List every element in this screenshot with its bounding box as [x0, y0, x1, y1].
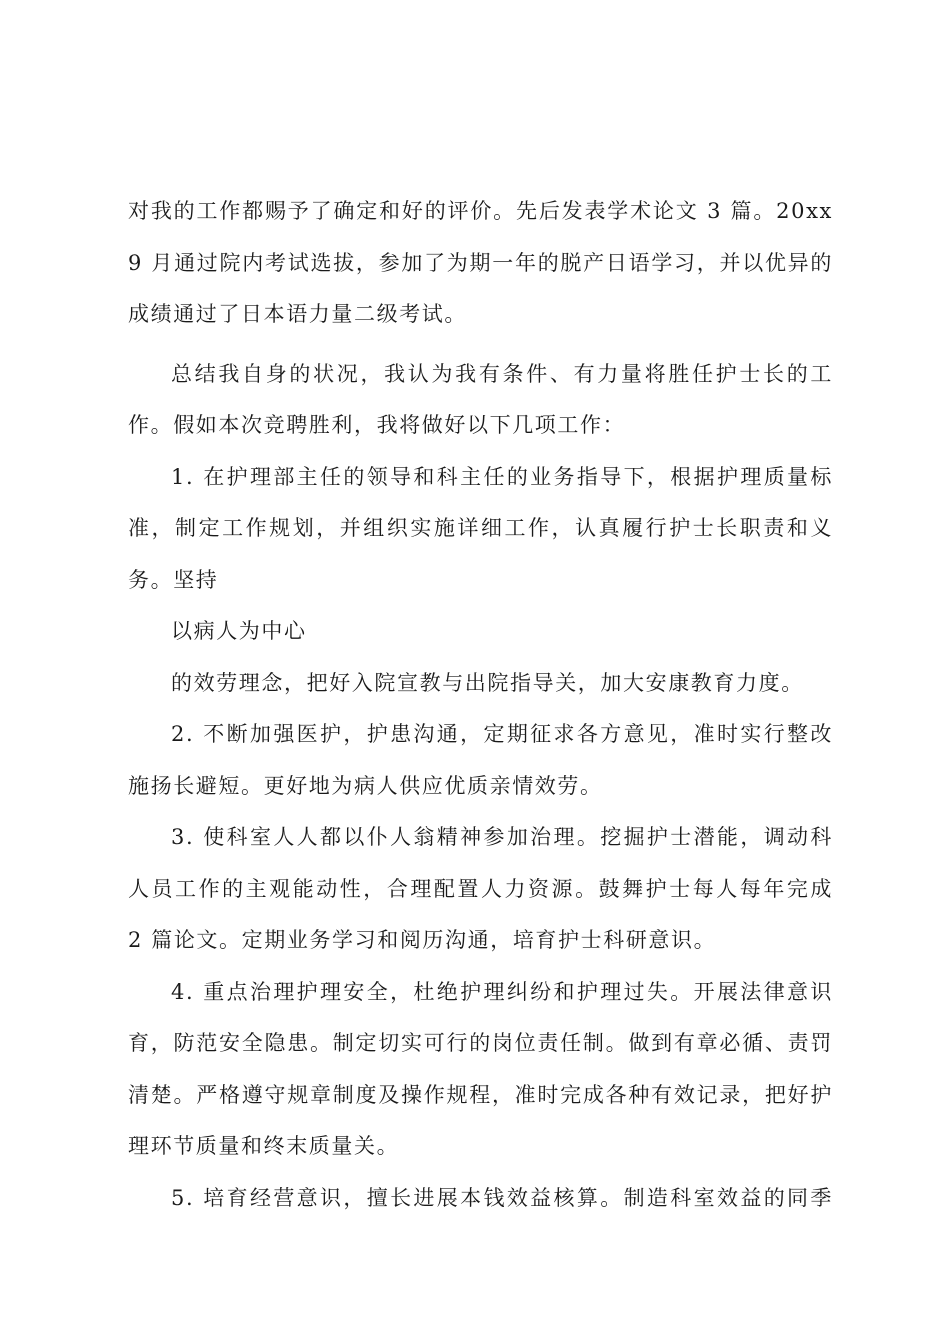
paragraph-continuation	[128, 186, 833, 341]
text-line: 的效劳理念，把好入院宣教与出院指导关，加大安康教育力度。	[171, 670, 804, 695]
list-item	[128, 452, 833, 607]
text-line: 5. 培育经营意识，擅长进展本钱效益核算。制造科室效益的同季	[171, 1185, 833, 1210]
text-line: 务。坚持	[128, 567, 219, 592]
text-line: 4. 重点治理护理安全，杜绝护理纠纷和护理过失。开展法律意识	[171, 979, 833, 1004]
text-line: 作。假如本次竞聘胜利，我将做好以下几项工作：	[128, 413, 626, 437]
list-item	[128, 709, 833, 812]
paragraph-fragment	[128, 658, 833, 710]
list-item	[128, 812, 833, 967]
text-line: 理环节质量和终末质量关。	[128, 1134, 400, 1158]
text-line: 2. 不断加强医护，护患沟通，定期征求各方意见，准时实行整改	[171, 722, 833, 746]
text-line: 1. 在护理部主任的领导和科主任的业务指导下，根据护理质量标	[171, 464, 833, 489]
text-line: 总结我自身的状况，我认为我有条件、有力量将胜任护士长的工	[171, 361, 833, 386]
text-line: 对我的工作都赐予了确定和好的评价。先后发表学术论文 3 篇。20xx	[128, 199, 833, 223]
paragraph-summary	[128, 349, 833, 452]
text-line: 清楚。严格遵守规章制度及操作规程，准时完成各种有效记录，把好护	[128, 1082, 833, 1107]
list-item	[128, 1173, 833, 1225]
text-line: 9 月通过院内考试选拔，参加了为期一年的脱产日语学习，并以优异的	[128, 250, 833, 275]
text-line: 2 篇论文。定期业务学习和阅历沟通，培育护士科研意识。	[128, 928, 717, 952]
text-line: 施扬长避短。更好地为病人供应优质亲情效劳。	[128, 773, 603, 798]
text-line: 准，制定工作规划，并组织实施详细工作，认真履行护士长职责和义	[128, 516, 833, 540]
document-body	[128, 186, 833, 1224]
text-line: 3. 使科室人人都以仆人翁精神参加治理。挖掘护士潜能，调动科	[171, 825, 833, 849]
list-item	[128, 967, 833, 1173]
text-line: 人员工作的主观能动性，合理配置人力资源。鼓舞护士每人每年完成	[128, 876, 833, 901]
text-line: 育，防范安全隐患。制定切实可行的岗位责任制。做到有章必循、责罚	[128, 1031, 833, 1055]
paragraph-fragment	[128, 606, 833, 658]
text-line: 以病人为中心	[171, 619, 307, 643]
text-line: 成绩通过了日本语力量二级考试。	[128, 302, 467, 326]
